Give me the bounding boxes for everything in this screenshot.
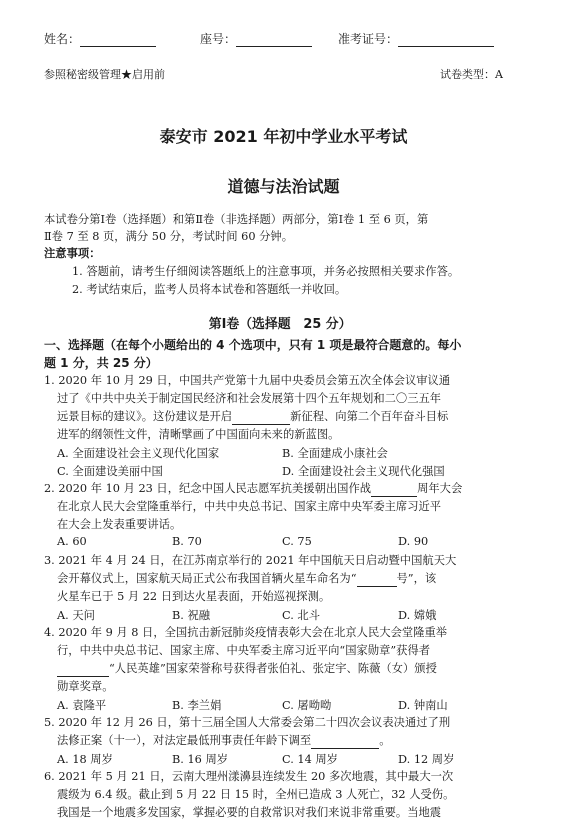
subject-title: 道德与法治试题 (227, 177, 340, 196)
part-instruction-1: 一、选择题（在每个小题给出的 4 个选项中，只有 1 项是最符合题意的。每小 (44, 338, 462, 352)
q4-line-3 (57, 661, 437, 677)
q3-line-2b: 号”，该 (396, 572, 437, 585)
q2-line-3: 在大会上发表重要讲话。 (57, 518, 182, 531)
q5-line-1: 5. 2020 年 12 月 26 日，第十三届全国人大常委会第二十四次会议表决通过了刑 (44, 716, 451, 729)
q1-line-3a: 远景目标的建议》。这份建议是开启 (57, 410, 233, 423)
q4-line-4: 勋章奖章。 (57, 680, 114, 693)
q3-option-d: D. 嫦娥 (398, 609, 437, 622)
part-instruction-2: 题 1 分，共 25 分） (44, 356, 158, 370)
seat-field (200, 30, 312, 47)
q1-option-a: A. 全面建设社会主义现代化国家 (57, 447, 220, 460)
exam-no-label: 准考证号： (338, 32, 399, 46)
q4-line-3b: “人民英雄”国家荣誉称号获得者张伯礼、张定宇、陈薇（女）颁授 (109, 662, 437, 675)
q3-option-c: C. 北斗 (282, 609, 321, 622)
notice-item-2: 2. 考试结束后，监考人员将本试卷和答题纸一并收回。 (72, 283, 347, 296)
q5-option-d: D. 12 周岁 (398, 753, 455, 766)
q3-line-3: 火星车已于 5 月 22 日到达火星表面，开始巡视探测。 (57, 590, 331, 603)
q4-line-1: 4. 2020 年 9 月 8 日，全国抗击新冠肺炎疫情表彰大会在北京人民大会堂隆重举 (44, 626, 448, 639)
exam-no-field (338, 30, 494, 47)
q1-line-1: 1. 2020 年 10 月 29 日，中国共产党第十九届中央委员会第五次全体会议审议通 (44, 374, 451, 387)
intro-line-1: 本试卷分第Ⅰ卷（选择题）和第Ⅱ卷（非选择题）两部分，第Ⅰ卷 1 至 6 页，第 (44, 213, 429, 226)
q5-option-a: A. 18 周岁 (57, 753, 113, 766)
name-label: 姓名： (44, 32, 81, 46)
q1-line-2: 过了《中共中央关于制定国民经济和社会发展第十四个五年规划和二〇三五年 (57, 392, 442, 405)
exam-title: 泰安市 2021 年初中学业水平考试 (159, 127, 408, 146)
q5-line-2b: 。 (379, 734, 391, 747)
q3-option-b: B. 祝融 (172, 609, 211, 622)
q6-line-1: 6. 2021 年 5 月 21 日，云南大理州漾濞县连续发生 20 多次地震，其中最大一次 (44, 770, 454, 783)
q2-option-b: B. 70 (172, 535, 202, 548)
q2-line-1b: 周年大会 (417, 482, 463, 495)
q5-blank (311, 737, 379, 749)
q4-option-a: A. 袁隆平 (57, 699, 107, 712)
q5-line-2a: 法修正案（十一），对法定最低刑事责任年龄下调至 (57, 734, 312, 747)
q1-option-d: D. 全面建设社会主义现代化强国 (282, 465, 445, 478)
q2-line-1a: 2. 2020 年 10 月 23 日，纪念中国人民志愿军抗美援朝出国作战 (44, 482, 372, 495)
q3-line-1: 3. 2021 年 4 月 24 日，在江苏南京举行的 2021 年中国航天日启动暨中国航天大 (44, 554, 457, 567)
q3-line-2 (57, 571, 436, 587)
q1-line-3b: 新征程、向第二个百年奋斗目标 (290, 410, 449, 423)
q1-line-3 (57, 409, 448, 425)
q4-blank (57, 665, 109, 677)
q1-line-4: 进军的纲领性文件，清晰擘画了中国面向未来的新蓝图。 (57, 428, 340, 441)
name-blank (80, 34, 156, 47)
q6-line-3: 我国是一个地震多发国家，掌握必要的自救常识对我们来说非常重要。当地震 (57, 806, 442, 819)
q4-option-c: C. 屠呦呦 (282, 699, 332, 712)
q4-line-2: 行，中共中央总书记、国家主席、中央军委主席习近平向“国家勋章”获得者 (57, 644, 431, 657)
q6-line-2: 震级为 6.4 级。截止到 5 月 22 日 15 时，全州已造成 3 人死亡，32 人受伤。 (57, 788, 455, 801)
paper-type: 试卷类型：A (440, 68, 503, 81)
q2-line-1 (44, 481, 462, 497)
exam-no-blank (398, 34, 494, 47)
q1-blank (232, 413, 290, 425)
q4-option-d: D. 钟南山 (398, 699, 448, 712)
q1-option-b: B. 全面建成小康社会 (282, 447, 388, 460)
q2-line-2: 在北京人民大会堂隆重举行，中共中央总书记、国家主席中央军委主席习近平 (57, 500, 442, 513)
seat-label: 座号： (200, 32, 237, 46)
q2-blank (371, 485, 417, 497)
q5-option-b: B. 16 周岁 (172, 753, 229, 766)
secret-note: 参照秘密级管理★启用前 (44, 68, 165, 81)
q2-option-c: C. 75 (282, 535, 312, 548)
q3-blank (357, 575, 397, 587)
q2-option-a: A. 60 (57, 535, 87, 548)
name-field (44, 30, 156, 47)
q3-line-2a: 会开幕仪式上，国家航天局正式公布我国首辆火星车命名为“ (57, 572, 357, 585)
section-heading: 第Ⅰ卷（选择题 25 分） (208, 317, 352, 332)
q1-option-c: C. 全面建设美丽中国 (57, 465, 163, 478)
q5-option-c: C. 14 周岁 (282, 753, 338, 766)
notice-heading: 注意事项： (44, 247, 101, 260)
q4-option-b: B. 李兰娟 (172, 699, 222, 712)
q3-option-a: A. 天问 (57, 609, 95, 622)
notice-item-1: 1. 答题前，请考生仔细阅读答题纸上的注意事项，并务必按照相关要求作答。 (72, 265, 460, 278)
q5-line-2 (57, 733, 391, 749)
intro-line-2: Ⅱ卷 7 至 8 页，满分 50 分，考试时间 60 分钟。 (44, 230, 293, 243)
q2-option-d: D. 90 (398, 535, 429, 548)
seat-blank (236, 34, 312, 47)
